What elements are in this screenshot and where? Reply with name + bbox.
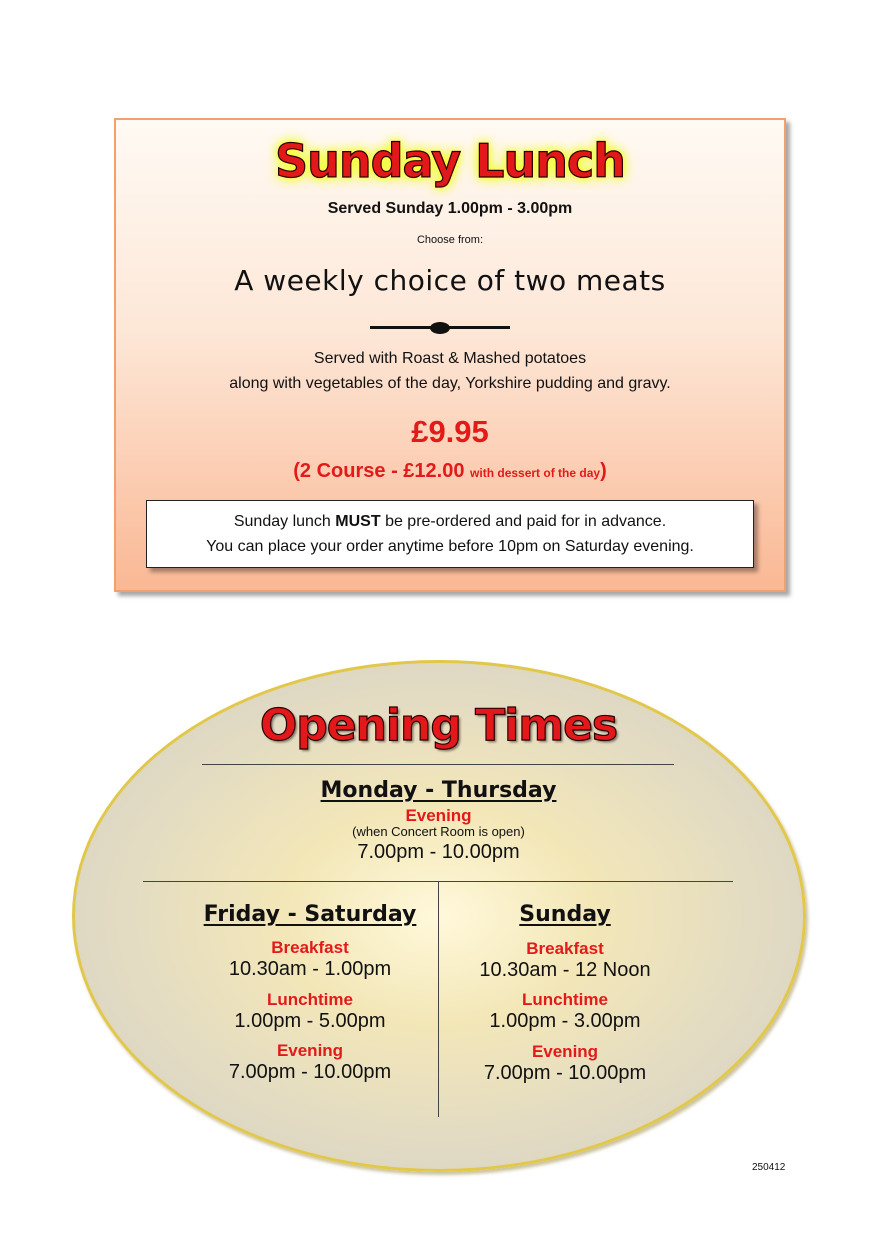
- mon-thu-note: (when Concert Room is open): [352, 824, 525, 839]
- sunday-heading: Sunday: [519, 902, 611, 927]
- sunday-breakfast-time: 10.30am - 12 Noon: [479, 959, 651, 981]
- two-course-note: with dessert of the day: [470, 466, 601, 480]
- fri-sat-evening-label: Evening: [276, 1041, 344, 1060]
- mon-thu-evening-time: 7.00pm - 10.00pm: [357, 841, 520, 863]
- lunch-price: £9.95: [411, 414, 489, 449]
- mon-thu-heading: Monday - Thursday: [320, 778, 557, 803]
- sunday-lunch-label: Lunchtime: [522, 990, 608, 1009]
- two-course-close: ): [600, 460, 607, 482]
- fri-sat-lunch-label: Lunchtime: [267, 990, 353, 1009]
- two-course-offer: [116, 460, 784, 483]
- divider-top: [202, 764, 674, 765]
- two-course-price: (2 Course - £12.00: [293, 460, 465, 482]
- notice-text-pre: Sunday lunch: [233, 513, 331, 530]
- fri-sat-lunch-time: 1.00pm - 5.00pm: [234, 1010, 386, 1032]
- meal-description-line-2: along with vegetables of the day, Yorkshire pudding and gravy.: [229, 375, 671, 392]
- notice-text-must: MUST: [335, 513, 381, 530]
- fri-sat-breakfast-time: 10.30am - 1.00pm: [228, 958, 392, 980]
- opening-times-title: Opening Times: [259, 700, 618, 751]
- preorder-notice: [146, 500, 754, 568]
- meal-description-line-1: Served with Roast & Mashed potatoes: [313, 350, 587, 367]
- sunday-lunch-title: Sunday Lunch: [274, 134, 625, 188]
- mon-thu-evening-label: Evening: [405, 806, 472, 825]
- meat-choice-heading: A weekly choice of two meats: [234, 264, 666, 297]
- sunday-lunch-time: 1.00pm - 3.00pm: [489, 1010, 641, 1032]
- document-code: 250412: [752, 1162, 786, 1173]
- fri-sat-breakfast-label: Breakfast: [271, 938, 349, 957]
- notice-line-2: You can place your order anytime before 10pm on Saturday evening.: [206, 538, 694, 555]
- sunday-lunch-panel: [114, 118, 786, 592]
- served-times: Served Sunday 1.00pm - 3.00pm: [327, 200, 573, 217]
- fri-sat-heading: Friday - Saturday: [203, 902, 417, 927]
- sunday-breakfast-label: Breakfast: [526, 939, 604, 958]
- sunday-evening-time: 7.00pm - 10.00pm: [483, 1062, 647, 1084]
- choose-from-label: Choose from:: [416, 234, 484, 246]
- meal-description: [116, 346, 784, 396]
- fri-sat-evening-time: 7.00pm - 10.00pm: [228, 1061, 392, 1083]
- sunday-evening-label: Evening: [531, 1042, 599, 1061]
- divider-ornament-icon: [370, 320, 510, 336]
- notice-line-1: [147, 509, 753, 534]
- notice-text-post: be pre-ordered and paid for in advance.: [385, 513, 667, 530]
